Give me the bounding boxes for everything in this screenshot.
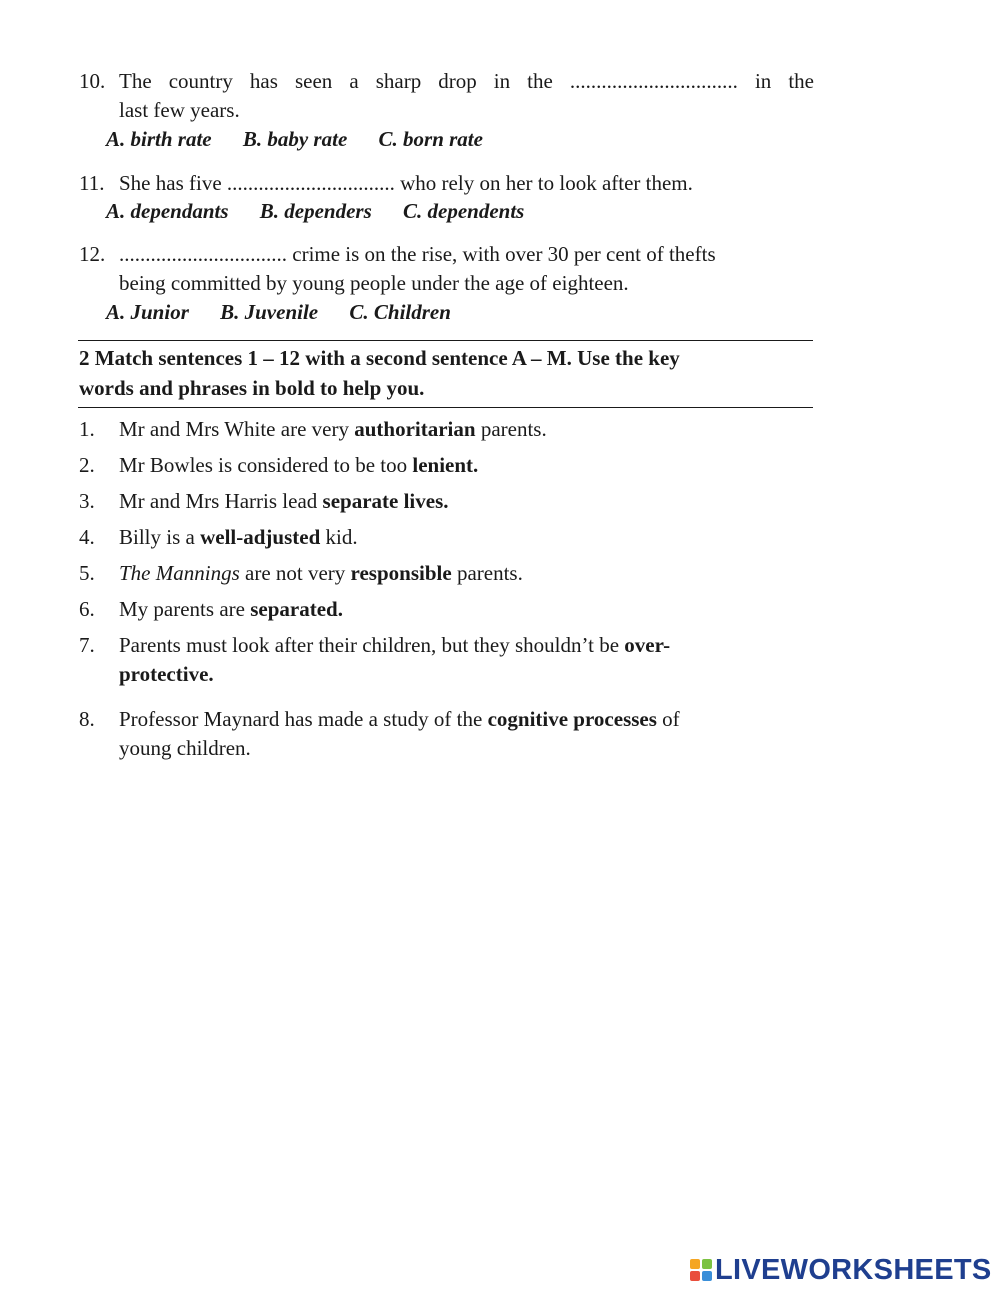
option-c[interactable]: C. Children: [349, 300, 451, 324]
key-phrase: responsible: [350, 561, 452, 585]
key-phrase: separated.: [250, 597, 343, 621]
question-text-line1: The country has seen a sharp drop in the ................................ in the: [119, 69, 814, 93]
item-text: Billy is a: [119, 525, 201, 549]
question-11: [79, 169, 814, 198]
question-text-line2: last few years.: [119, 98, 240, 122]
key-phrase: well-adjusted: [200, 525, 321, 549]
list-item: [79, 415, 814, 444]
question-number: 11.: [79, 171, 105, 195]
option-a[interactable]: A. birth rate: [106, 127, 212, 151]
list-item: [79, 631, 814, 689]
item-text: Professor Maynard has made a study of the: [119, 707, 488, 731]
list-item: [79, 451, 814, 480]
key-phrase: protective.: [119, 662, 214, 686]
item-text: parents.: [451, 561, 523, 585]
item-text: Parents must look after their children, but they shouldn’t be: [119, 633, 625, 657]
question-11-options: [106, 199, 550, 224]
item-text: Mr and Mrs Harris lead: [119, 489, 323, 513]
logo-text: LIVEWORKSHEETS: [715, 1253, 992, 1286]
instruction-line1: 2 Match sentences 1 – 12 with a second sentence A – M. Use the key: [79, 346, 680, 370]
item-number: 2.: [79, 453, 95, 477]
divider-bottom: [78, 407, 813, 408]
item-text: parents.: [475, 417, 547, 441]
question-10: [79, 67, 814, 125]
item-text: My parents are: [119, 597, 251, 621]
item-text: The: [119, 561, 156, 585]
item-text: Mannings: [155, 561, 240, 585]
option-c[interactable]: C. born rate: [378, 127, 483, 151]
list-item: [79, 559, 814, 588]
item-text: are not very: [239, 561, 351, 585]
item-text: young children.: [119, 736, 251, 760]
question-12-options: [106, 300, 477, 325]
option-b[interactable]: B. dependers: [259, 199, 372, 223]
list-item: [79, 523, 814, 552]
question-12: [79, 240, 814, 298]
list-item: [79, 705, 814, 763]
item-number: 5.: [79, 561, 95, 585]
item-number: 7.: [79, 633, 95, 657]
question-number: 12.: [79, 242, 106, 266]
item-text: kid.: [320, 525, 358, 549]
logo-grid-icon: [690, 1259, 712, 1281]
option-a[interactable]: A. dependants: [106, 199, 229, 223]
key-phrase: authoritarian: [354, 417, 476, 441]
item-number: 4.: [79, 525, 95, 549]
question-number: 10.: [79, 69, 106, 93]
question-text-line1: She has five ................................ who rely on her to look after them.: [119, 171, 693, 195]
key-phrase: over-: [624, 633, 671, 657]
item-text: Mr and Mrs White are very: [119, 417, 355, 441]
item-number: 1.: [79, 417, 95, 441]
item-number: 3.: [79, 489, 95, 513]
item-number: 8.: [79, 707, 95, 731]
option-a[interactable]: A. Junior: [106, 300, 189, 324]
list-item: [79, 595, 814, 624]
option-c[interactable]: C. dependents: [403, 199, 525, 223]
question-text-line2: being committed by young people under the age of eighteen.: [119, 271, 629, 295]
liveworksheets-logo[interactable]: [690, 1252, 992, 1288]
option-b[interactable]: B. baby rate: [242, 127, 348, 151]
question-10-options: [106, 127, 509, 152]
item-text: Mr Bowles is considered to be too: [119, 453, 413, 477]
list-item: [79, 487, 814, 516]
item-number: 6.: [79, 597, 95, 621]
divider-top: [78, 340, 813, 341]
item-text: of: [656, 707, 680, 731]
key-phrase: cognitive processes: [487, 707, 657, 731]
key-phrase: separate lives.: [322, 489, 449, 513]
key-phrase: lenient.: [412, 453, 479, 477]
instruction-line2: words and phrases in bold to help you.: [79, 376, 425, 400]
section-2-instruction: [79, 343, 814, 403]
option-b[interactable]: B. Juvenile: [220, 300, 319, 324]
question-text-line1: ................................ crime is on the rise, with over 30 per cent of thefts: [119, 242, 716, 266]
